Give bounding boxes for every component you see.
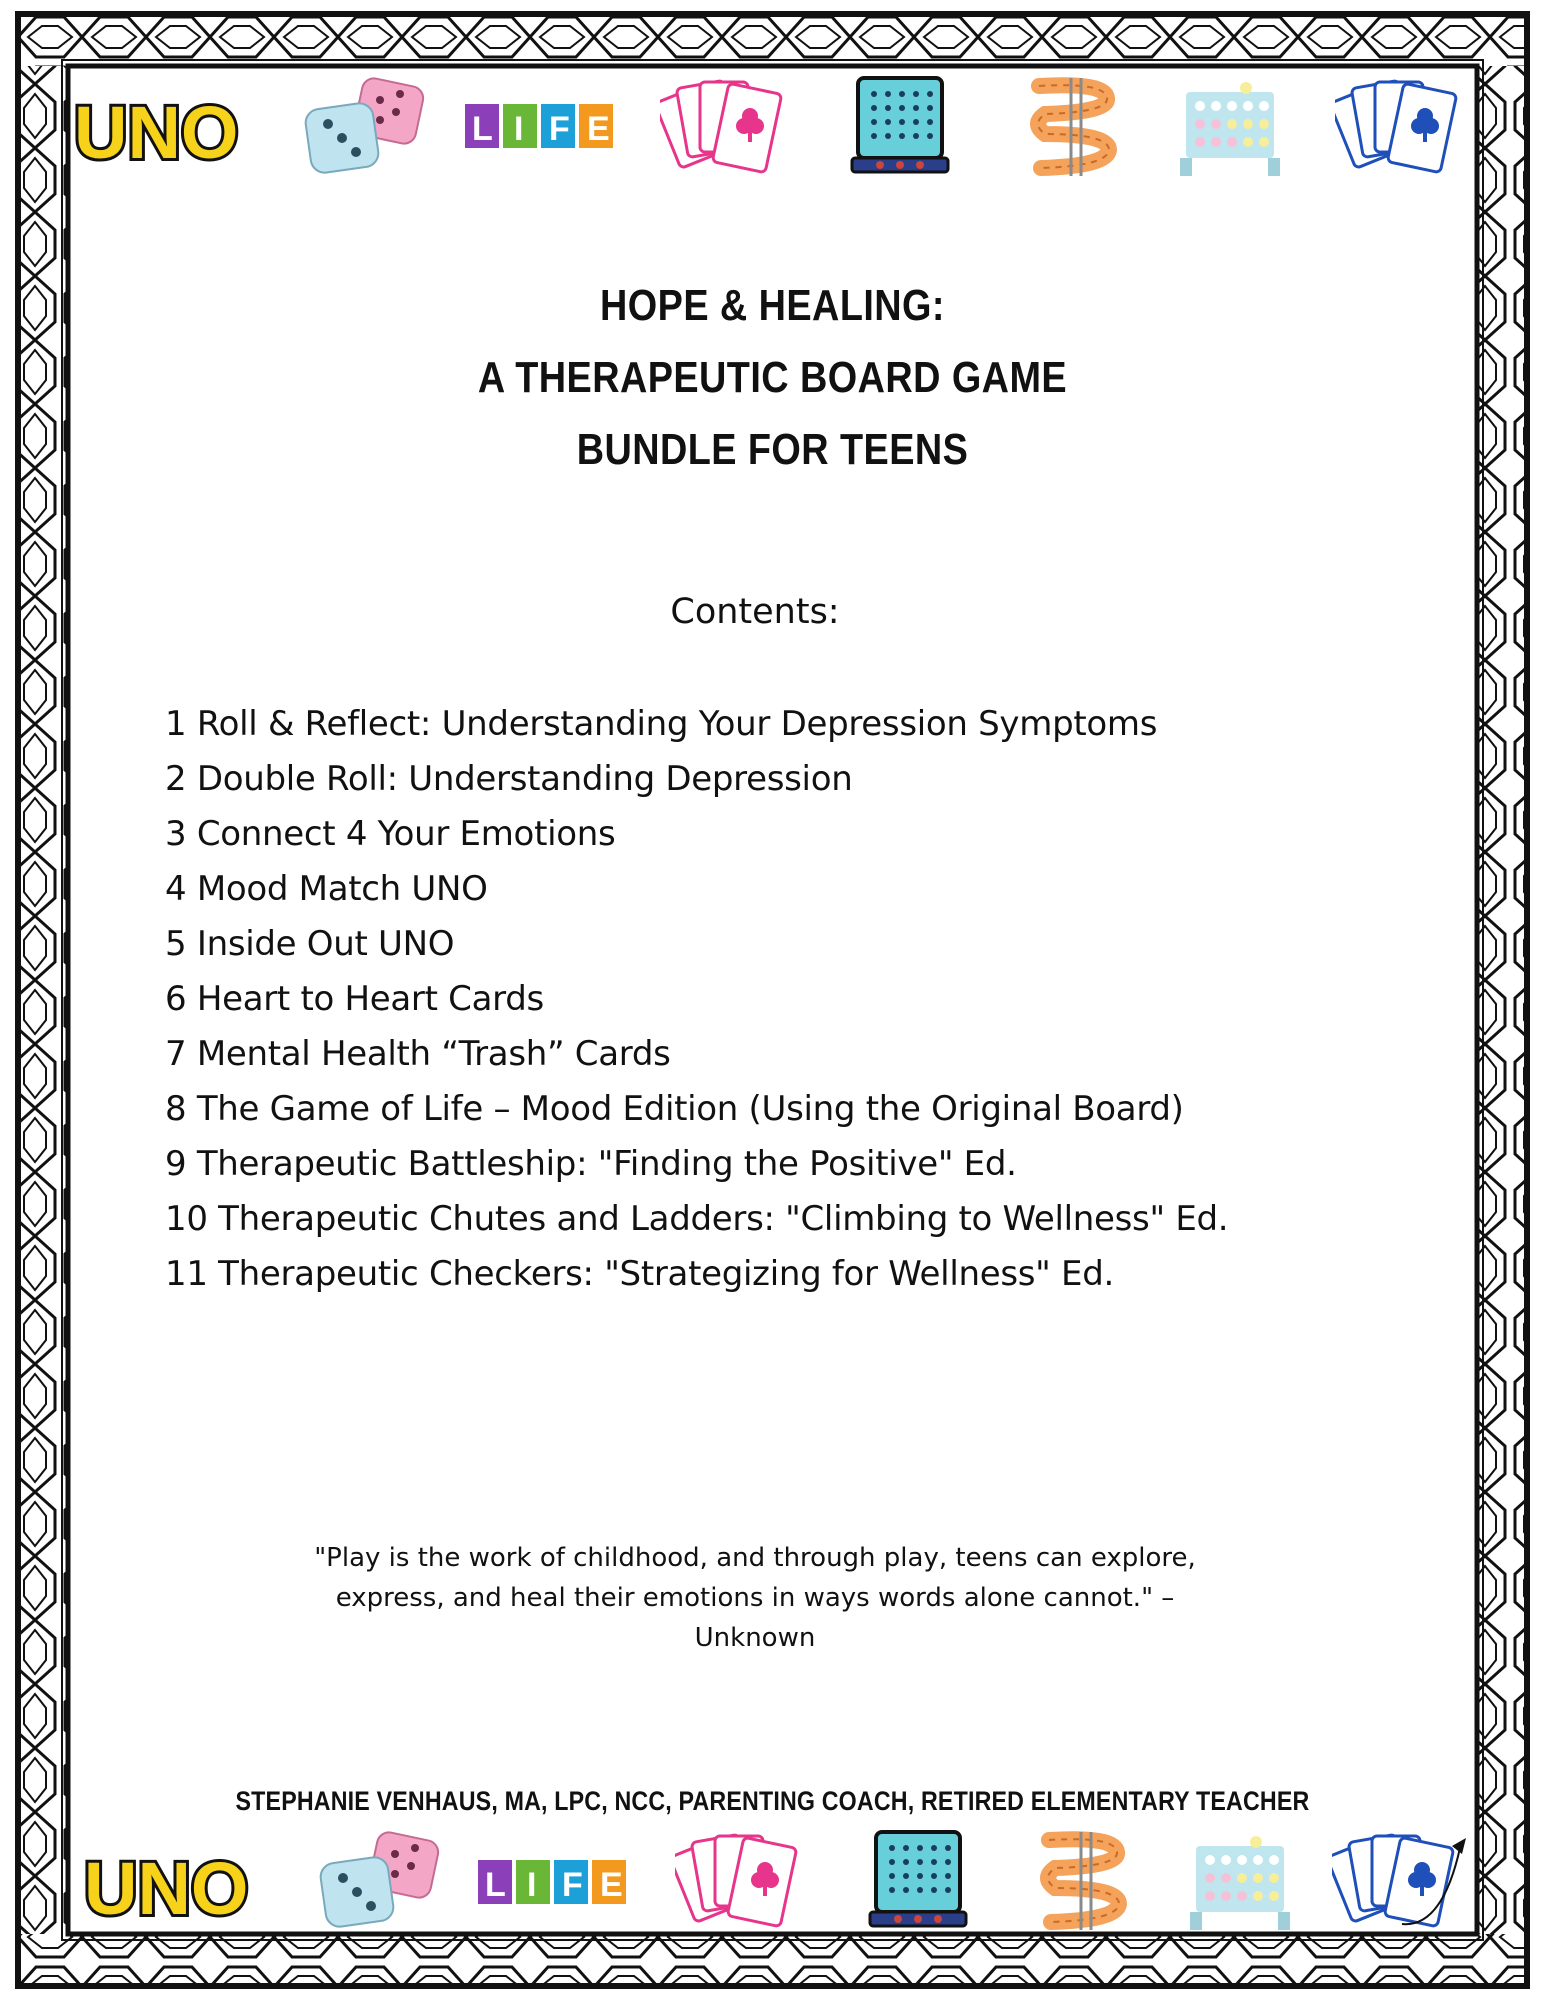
contents-item: 10 Therapeutic Chutes and Ladders: "Climbing to Wellness" Ed. — [165, 1199, 1229, 1239]
page-title — [108, 270, 1437, 486]
uno-logo — [80, 1830, 280, 1930]
svg-text:F: F — [562, 1866, 583, 1904]
life-logo — [478, 1856, 628, 1908]
dice-icon — [315, 1826, 445, 1936]
contents-item: 7 Mental Health “Trash” Cards — [165, 1034, 671, 1074]
battleship-icon — [850, 74, 950, 182]
svg-text:L: L — [485, 1866, 506, 1904]
contents-item: 6 Heart to Heart Cards — [165, 979, 544, 1019]
top-icon-row — [70, 68, 1475, 188]
title-line-1: HOPE & HEALING: — [600, 281, 945, 330]
contents-item: 3 Connect 4 Your Emotions — [165, 814, 616, 854]
dice-icon — [300, 72, 430, 182]
bottom-icon-row — [70, 1822, 1475, 1942]
svg-text:L: L — [472, 110, 493, 148]
svg-text:UNO: UNO — [74, 91, 239, 174]
author-credit: STEPHANIE VENHAUS, MA, LPC, NCC, PARENTING COACH, RETIRED ELEMENTARY TEACHER — [235, 1786, 1310, 1816]
svg-text:F: F — [549, 110, 570, 148]
contents-item: 4 Mood Match UNO — [165, 869, 488, 909]
svg-text:E: E — [600, 1866, 623, 1904]
chutes-ladders-icon — [1025, 72, 1125, 182]
contents-item: 5 Inside Out UNO — [165, 924, 455, 964]
pink-cards-icon — [675, 1828, 805, 1936]
svg-text:I: I — [527, 1866, 537, 1904]
contents-item: 2 Double Roll: Understanding Depression — [165, 759, 853, 799]
life-logo — [465, 100, 615, 152]
title-line-3: BUNDLE FOR TEENS — [576, 425, 969, 474]
contents-item: 9 Therapeutic Battleship: "Finding the Positive" Ed. — [165, 1144, 1017, 1184]
contents-heading: Contents: — [670, 592, 840, 632]
contents-list — [165, 697, 1228, 1302]
quote-text: "Play is the work of childhood, and through play, teens can explore, express, and heal their emotions in ways words alone cannot." – Unknown — [314, 1543, 1196, 1653]
connect-four-icon — [1190, 1836, 1290, 1932]
pink-cards-icon — [660, 74, 790, 182]
svg-text:I: I — [514, 110, 524, 148]
title-line-2: A THERAPEUTIC BOARD GAME — [477, 353, 1068, 402]
battleship-icon — [868, 1828, 968, 1936]
chutes-ladders-icon — [1035, 1826, 1135, 1936]
svg-text:UNO: UNO — [84, 1847, 249, 1930]
contents-item: 11 Therapeutic Checkers: "Strategizing for Wellness" Ed. — [165, 1254, 1114, 1294]
contents-item: 1 Roll & Reflect: Understanding Your Depression Symptoms — [165, 704, 1158, 744]
blue-cards-icon — [1332, 1828, 1472, 1936]
svg-text:E: E — [587, 110, 610, 148]
uno-logo — [70, 76, 270, 176]
blue-cards-icon — [1335, 74, 1465, 182]
contents-item: 8 The Game of Life – Mood Edition (Using the Original Board) — [165, 1089, 1184, 1129]
connect-four-icon — [1180, 82, 1280, 178]
